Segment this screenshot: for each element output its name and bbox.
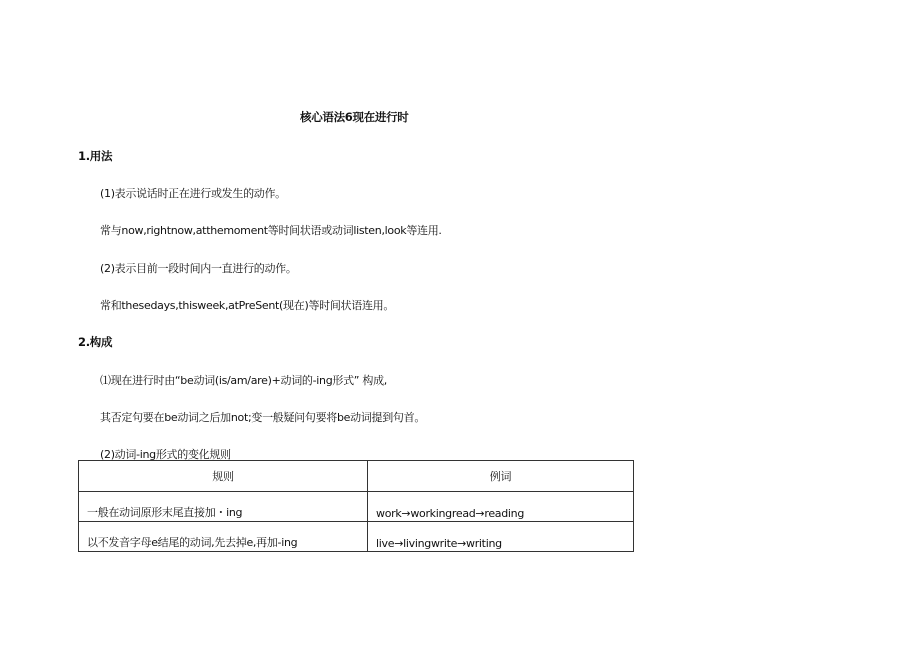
table-header-example: 例词 (368, 461, 634, 492)
ing-rules-table (78, 460, 634, 552)
usage-point-1: (1)表示说话时正在进行或发生的动作。 (100, 187, 286, 200)
table-cell-rule: 以不发音字母e结尾的动词,先去掉e,再加-ing (79, 522, 368, 552)
table-cell-rule: 一般在动词原形末尾直接加・ing (79, 492, 368, 522)
section-heading-usage: 1.用法 (78, 149, 113, 163)
section-heading-structure: 2.构成 (78, 335, 113, 349)
structure-point-1: ⑴现在进行时由“be动词(is/am/are)+动词的-ing形式” 构成, (100, 374, 387, 387)
structure-point-2: (2)动词-ing形式的变化规则 (100, 448, 231, 461)
table-cell-example: live→livingwrite→writing (368, 522, 634, 552)
table-row (79, 492, 634, 522)
usage-point-2-note: 常和thesedays,thisweek,atPreSent(现在)等时间状语连用。 (100, 299, 395, 312)
usage-point-1-note: 常与now,rightnow,atthemoment等时间状语或动词listen,look等连用. (100, 224, 442, 237)
table-row (79, 522, 634, 552)
table-header-row (79, 461, 634, 492)
usage-point-2: (2)表示目前一段时间内一直进行的动作。 (100, 262, 297, 275)
table-cell-example: work→workingread→reading (368, 492, 634, 522)
page-title: 核心语法6现在进行时 (300, 110, 409, 124)
structure-point-1-note: 其否定句要在be动词之后加not;变一般疑问句要将be动词提到句首。 (100, 411, 426, 424)
table-header-rule: 规则 (79, 461, 368, 492)
